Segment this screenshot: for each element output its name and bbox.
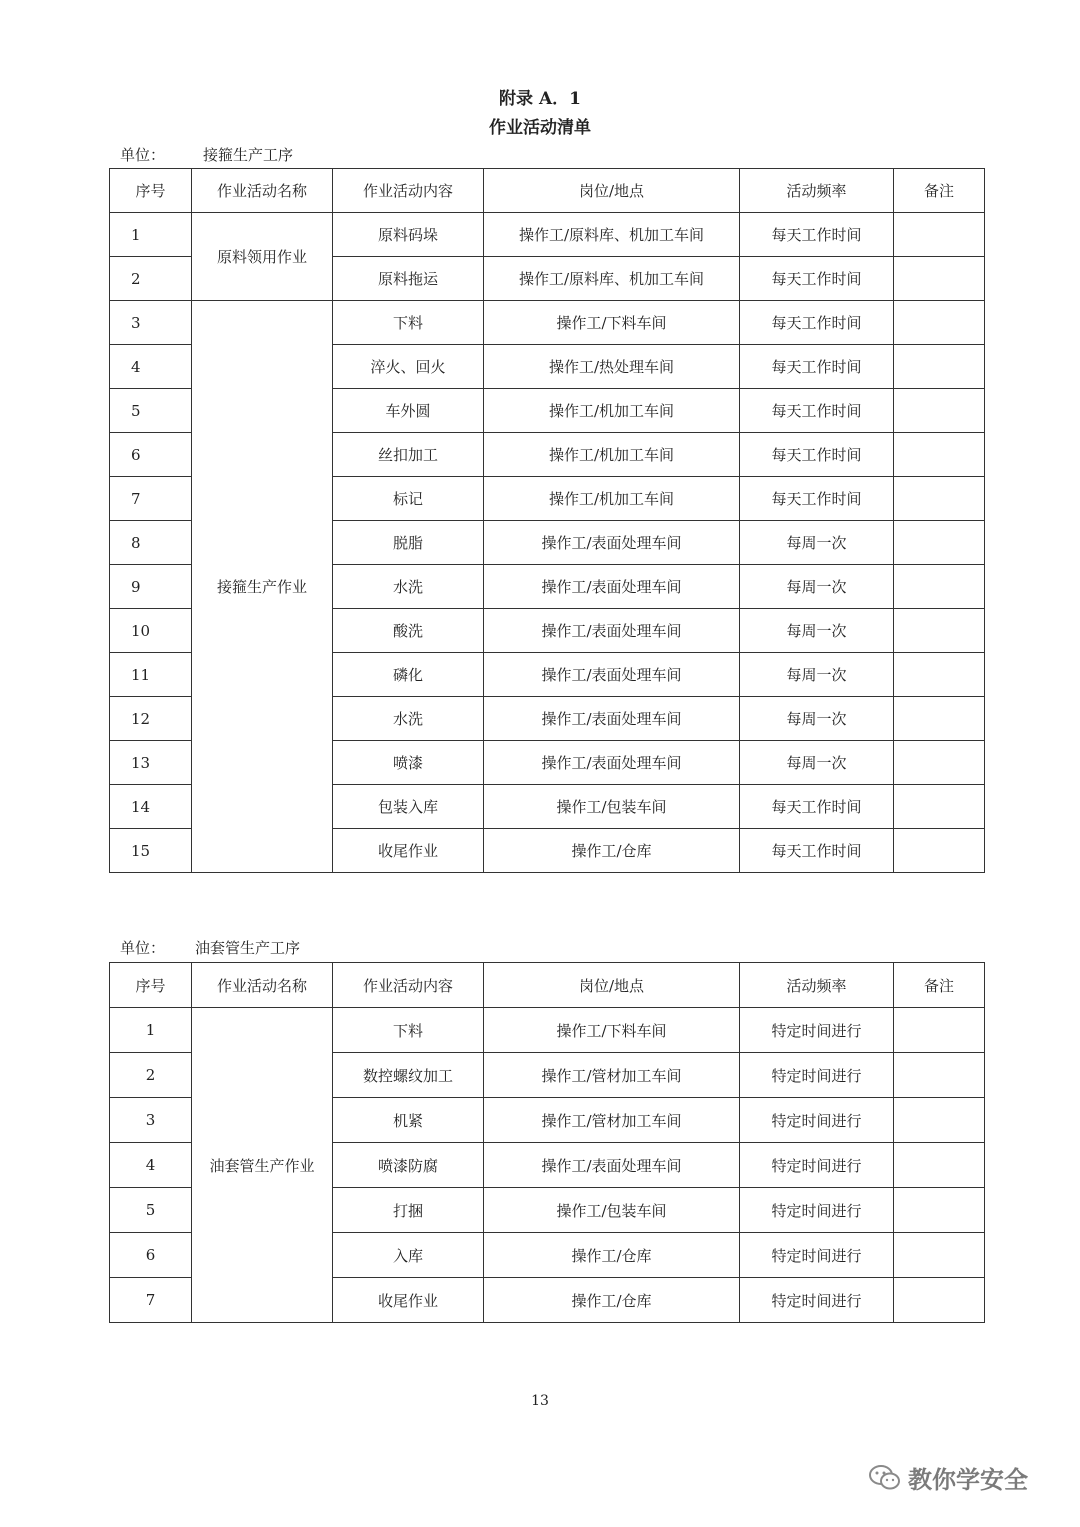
- activity-note: [894, 1053, 985, 1098]
- activity-content: 收尾作业: [333, 829, 484, 873]
- activity-content: 脱脂: [333, 521, 484, 565]
- activity-note: [894, 257, 985, 301]
- row-number: 8: [110, 521, 192, 565]
- activity-frequency: 每天工作时间: [740, 829, 894, 873]
- activity-frequency: 特定时间进行: [740, 1008, 894, 1053]
- activity-frequency: 特定时间进行: [740, 1098, 894, 1143]
- row-number: 2: [110, 257, 192, 301]
- col-header-location: 岗位/地点: [484, 169, 740, 213]
- row-number: 4: [110, 345, 192, 389]
- row-number: 6: [110, 1233, 192, 1278]
- col-header-content: 作业活动内容: [333, 169, 484, 213]
- col-header-no: 序号: [110, 169, 192, 213]
- unit-label: 单位：: [120, 939, 166, 957]
- activity-content: 打捆: [333, 1188, 484, 1233]
- activity-location: 操作工/管材加工车间: [484, 1098, 740, 1143]
- activity-frequency: 每天工作时间: [740, 785, 894, 829]
- table-row: [110, 1008, 985, 1053]
- activity-location: 操作工/机加工车间: [484, 433, 740, 477]
- activity-note: [894, 1143, 985, 1188]
- col-header-note: 备注: [894, 963, 985, 1008]
- row-number: 3: [110, 301, 192, 345]
- activity-content: 数控螺纹加工: [333, 1053, 484, 1098]
- row-number: 5: [110, 389, 192, 433]
- activity-content: 包装入库: [333, 785, 484, 829]
- activity-location: 操作工/管材加工车间: [484, 1053, 740, 1098]
- unit-value: 接箍生产工序: [203, 146, 294, 164]
- activity-content: 收尾作业: [333, 1278, 484, 1323]
- activity-content: 标记: [333, 477, 484, 521]
- col-header-activity: 作业活动名称: [192, 963, 333, 1008]
- activity-content: 水洗: [333, 697, 484, 741]
- activity-location: 操作工/机加工车间: [484, 389, 740, 433]
- row-number: 15: [110, 829, 192, 873]
- activity-frequency: 每周一次: [740, 741, 894, 785]
- activity-frequency: 每周一次: [740, 697, 894, 741]
- activity-note: [894, 785, 985, 829]
- row-number: 10: [110, 609, 192, 653]
- col-header-activity: 作业活动名称: [192, 169, 333, 213]
- activity-frequency: 每周一次: [740, 653, 894, 697]
- row-number: 7: [110, 1278, 192, 1323]
- table-header-row: [110, 963, 985, 1008]
- col-header-note: 备注: [894, 169, 985, 213]
- appendix-heading: 附录 A．1: [499, 89, 581, 109]
- activity-frequency: 每天工作时间: [740, 389, 894, 433]
- col-header-location: 岗位/地点: [484, 963, 740, 1008]
- activity-note: [894, 477, 985, 521]
- row-number: 4: [110, 1143, 192, 1188]
- activity-note: [894, 433, 985, 477]
- activity-content: 淬火、回火: [333, 345, 484, 389]
- activity-note: [894, 1233, 985, 1278]
- activity-location: 操作工/仓库: [484, 1233, 740, 1278]
- activity-location: 操作工/表面处理车间: [484, 1143, 740, 1188]
- unit-label: 单位：: [120, 146, 166, 164]
- activity-location: 操作工/下料车间: [484, 301, 740, 345]
- activity-note: [894, 1098, 985, 1143]
- activity-note: [894, 345, 985, 389]
- activity-frequency: 每周一次: [740, 565, 894, 609]
- activity-note: [894, 301, 985, 345]
- activity-frequency: 特定时间进行: [740, 1233, 894, 1278]
- row-number: 1: [110, 213, 192, 257]
- activity-frequency: 每天工作时间: [740, 477, 894, 521]
- activity-name: 接箍生产作业: [192, 301, 333, 873]
- activity-location: 操作工/原料库、机加工车间: [484, 257, 740, 301]
- activity-content: 车外圆: [333, 389, 484, 433]
- activity-note: [894, 213, 985, 257]
- col-header-content: 作业活动内容: [333, 963, 484, 1008]
- activity-content: 水洗: [333, 565, 484, 609]
- row-number: 9: [110, 565, 192, 609]
- unit-line-2: [120, 937, 300, 958]
- activity-note: [894, 829, 985, 873]
- activity-location: 操作工/包装车间: [484, 1188, 740, 1233]
- row-number: 2: [110, 1053, 192, 1098]
- activity-location: 操作工/表面处理车间: [484, 609, 740, 653]
- row-number: 13: [110, 741, 192, 785]
- activity-frequency: 特定时间进行: [740, 1188, 894, 1233]
- activity-note: [894, 521, 985, 565]
- table-row: [110, 213, 985, 257]
- activity-frequency: 每天工作时间: [740, 301, 894, 345]
- activity-content: 酸洗: [333, 609, 484, 653]
- activity-content: 原料码垛: [333, 213, 484, 257]
- row-number: 7: [110, 477, 192, 521]
- activity-location: 操作工/表面处理车间: [484, 653, 740, 697]
- activity-location: 操作工/热处理车间: [484, 345, 740, 389]
- activity-location: 操作工/表面处理车间: [484, 565, 740, 609]
- activity-note: [894, 389, 985, 433]
- activity-location: 操作工/原料库、机加工车间: [484, 213, 740, 257]
- row-number: 5: [110, 1188, 192, 1233]
- activity-frequency: 每天工作时间: [740, 345, 894, 389]
- unit-value: 油套管生产工序: [195, 939, 301, 957]
- activity-content: 下料: [333, 1008, 484, 1053]
- activity-frequency: 每周一次: [740, 521, 894, 565]
- col-header-frequency: 活动频率: [740, 963, 894, 1008]
- activity-note: [894, 741, 985, 785]
- row-number: 14: [110, 785, 192, 829]
- activity-frequency: 每周一次: [740, 609, 894, 653]
- activity-content: 入库: [333, 1233, 484, 1278]
- row-number: 1: [110, 1008, 192, 1053]
- activity-note: [894, 697, 985, 741]
- activity-location: 操作工/表面处理车间: [484, 697, 740, 741]
- activity-name: 原料领用作业: [192, 213, 333, 301]
- activity-content: 下料: [333, 301, 484, 345]
- watermark: [868, 1460, 1028, 1495]
- page-number: 13: [531, 1393, 549, 1409]
- activity-table-2: [109, 962, 985, 1323]
- table-header-row: [110, 169, 985, 213]
- wechat-icon: [868, 1463, 902, 1493]
- unit-line-1: [120, 144, 293, 165]
- page-title: 作业活动清单: [489, 118, 591, 138]
- col-header-frequency: 活动频率: [740, 169, 894, 213]
- activity-location: 操作工/表面处理车间: [484, 741, 740, 785]
- activity-content: 原料拖运: [333, 257, 484, 301]
- activity-location: 操作工/下料车间: [484, 1008, 740, 1053]
- activity-location: 操作工/包装车间: [484, 785, 740, 829]
- activity-location: 操作工/表面处理车间: [484, 521, 740, 565]
- activity-table-1: [109, 168, 985, 873]
- activity-location: 操作工/仓库: [484, 829, 740, 873]
- row-number: 12: [110, 697, 192, 741]
- activity-content: 丝扣加工: [333, 433, 484, 477]
- row-number: 11: [110, 653, 192, 697]
- activity-note: [894, 565, 985, 609]
- row-number: 3: [110, 1098, 192, 1143]
- activity-note: [894, 609, 985, 653]
- activity-location: 操作工/仓库: [484, 1278, 740, 1323]
- activity-frequency: 特定时间进行: [740, 1053, 894, 1098]
- activity-content: 机紧: [333, 1098, 484, 1143]
- activity-frequency: 特定时间进行: [740, 1143, 894, 1188]
- activity-content: 喷漆防腐: [333, 1143, 484, 1188]
- table-row: [110, 301, 985, 345]
- activity-note: [894, 653, 985, 697]
- activity-frequency: 每天工作时间: [740, 213, 894, 257]
- activity-note: [894, 1278, 985, 1323]
- activity-frequency: 每天工作时间: [740, 433, 894, 477]
- activity-frequency: 每天工作时间: [740, 257, 894, 301]
- activity-note: [894, 1008, 985, 1053]
- activity-frequency: 特定时间进行: [740, 1278, 894, 1323]
- col-header-no: 序号: [110, 963, 192, 1008]
- activity-note: [894, 1188, 985, 1233]
- activity-content: 喷漆: [333, 741, 484, 785]
- activity-location: 操作工/机加工车间: [484, 477, 740, 521]
- activity-name: 油套管生产作业: [192, 1008, 333, 1323]
- row-number: 6: [110, 433, 192, 477]
- watermark-text: 教你学安全: [908, 1466, 1028, 1494]
- activity-content: 磷化: [333, 653, 484, 697]
